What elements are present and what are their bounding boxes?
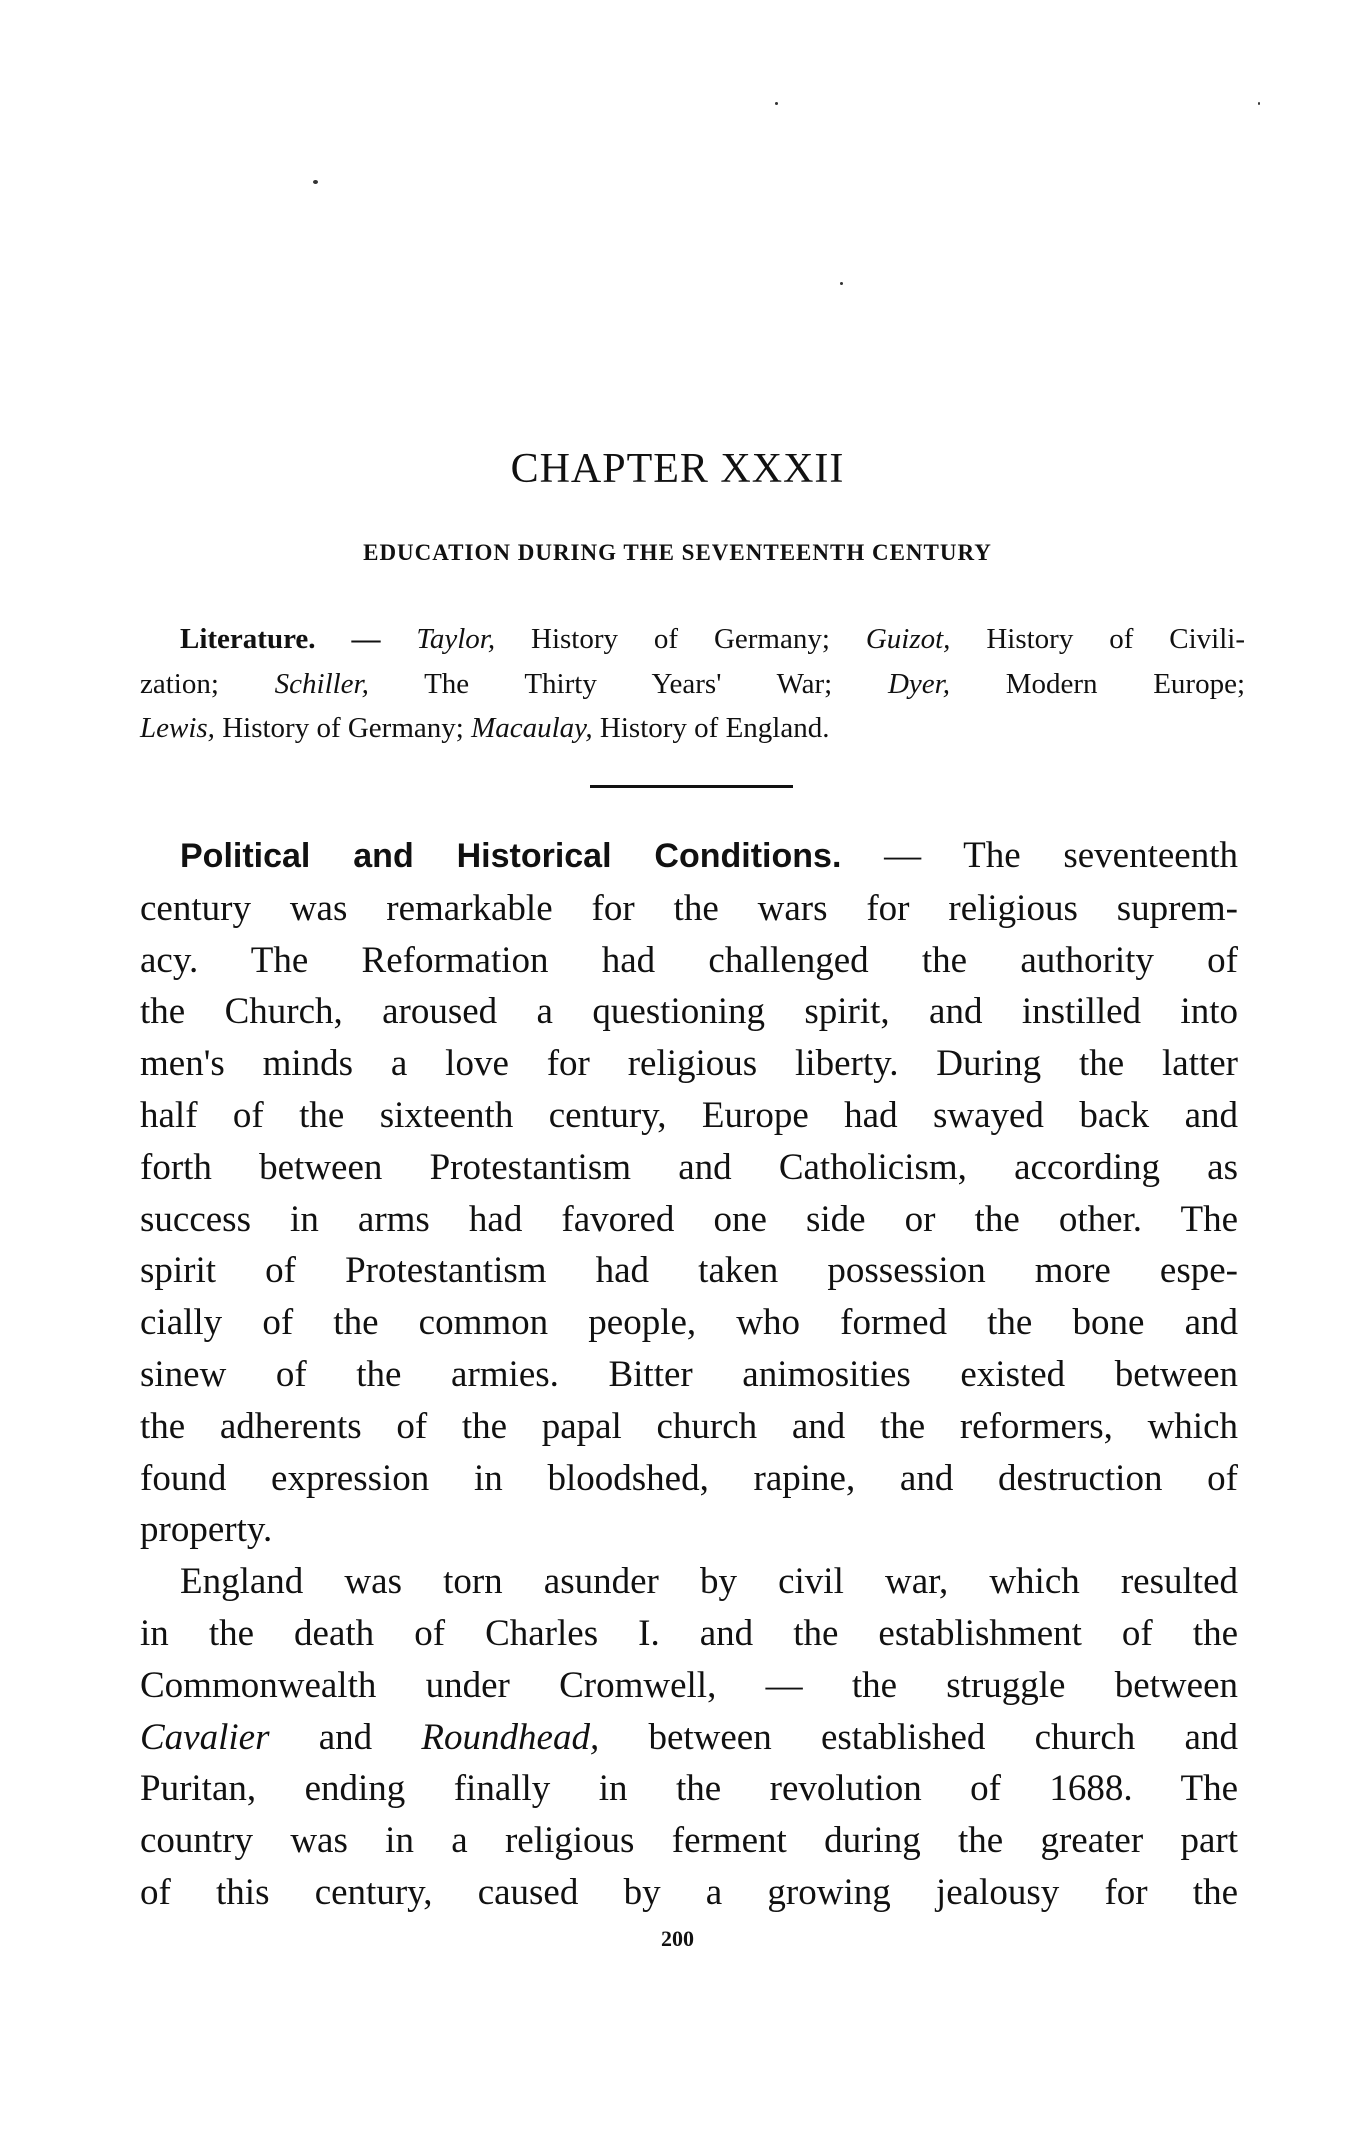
literature-line <box>140 662 1245 707</box>
body-text <box>140 830 1238 1919</box>
text-line: England was torn asunder by civil war, which resulted <box>180 1561 1238 1603</box>
text-line: Commonwealth under Cromwell, — the struggle between <box>140 1664 1238 1706</box>
text-line: Puritan, ending finally in the revolution of 1688. The <box>140 1768 1238 1810</box>
scan-speck <box>840 282 843 285</box>
work: zation; <box>140 667 219 700</box>
text-line: half of the sixteenth century, Europe had swayed back and <box>140 1094 1238 1136</box>
text-line: in the death of Charles I. and the establishment of the <box>140 1612 1238 1654</box>
chapter-subtitle: EDUCATION DURING THE SEVENTEENTH CENTURY <box>363 540 992 565</box>
page-number: 200 <box>661 1926 694 1951</box>
emphasis: Roundhead, <box>421 1716 600 1758</box>
work: History of Germany; <box>214 712 464 744</box>
text-line: the adherents of the papal church and the reformers, which <box>140 1405 1238 1447</box>
text-line: the Church, aroused a questioning spirit, and instilled into <box>140 991 1238 1033</box>
section-divider <box>590 785 793 788</box>
author: Macaulay, <box>471 712 593 744</box>
text-line: century was remarkable for the wars for religious suprem- <box>140 887 1238 929</box>
literature-references <box>140 617 1245 751</box>
text-line: cially of the common people, who formed the bone and <box>140 1302 1238 1344</box>
work: History of Civili- <box>950 623 1246 655</box>
work: History of Germany; <box>495 623 830 655</box>
text-line <box>140 1712 1238 1764</box>
literature-line <box>140 706 1245 751</box>
section-heading: Political and Historical Conditions. <box>180 837 842 875</box>
author: Dyer, <box>887 667 950 700</box>
author: Lewis, <box>140 712 215 744</box>
text-line: sinew of the armies. Bitter animosities existed between <box>140 1353 1238 1395</box>
text-line <box>140 830 1238 883</box>
work: The Thirty Years' War; <box>368 667 833 700</box>
text: between established church and <box>599 1716 1238 1758</box>
text-line: spirit of Protestantism had taken possession more espe- <box>140 1250 1238 1292</box>
scan-speck <box>313 180 318 184</box>
work: History of England. <box>592 712 830 744</box>
literature-label: Literature. — <box>180 623 381 655</box>
text: — The seventeenth <box>884 835 1238 876</box>
text-line: forth between Protestantism and Catholicism, according as <box>140 1146 1238 1188</box>
scan-speck <box>1258 102 1260 105</box>
emphasis: Cavalier <box>140 1716 270 1758</box>
text-line: found expression in bloodshed, rapine, and destruction of <box>140 1457 1238 1499</box>
work: Modern Europe; <box>949 667 1246 700</box>
author: Guizot, <box>865 623 951 655</box>
author: Schiller, <box>274 667 369 700</box>
chapter-title: CHAPTER XXXII <box>510 446 845 492</box>
text-line: property. <box>140 1509 273 1551</box>
text-line: country was in a religious ferment during the greater part <box>140 1820 1238 1862</box>
text-line: acy. The Reformation had challenged the authority of <box>140 939 1238 981</box>
text: and <box>269 1716 422 1758</box>
author: Taylor, <box>416 623 496 655</box>
text-line: success in arms had favored one side or the other. The <box>140 1198 1238 1240</box>
text-line: of this century, caused by a growing jealousy for the <box>140 1871 1238 1913</box>
literature-line <box>140 617 1245 662</box>
scan-speck <box>775 102 778 105</box>
text-line: men's minds a love for religious liberty. During the latter <box>140 1043 1238 1085</box>
